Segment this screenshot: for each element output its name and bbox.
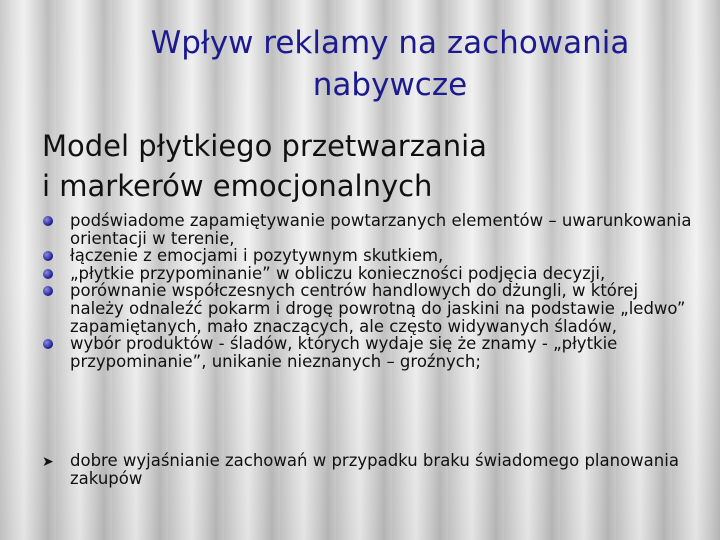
subtitle-line-2: i markerów emocjonalnych bbox=[42, 169, 433, 203]
slide-title bbox=[60, 22, 720, 106]
bullet-text: łączenie z emocjami i pozytywnym skutkiem, bbox=[70, 246, 444, 266]
subtitle-line-1: Model płytkiego przetwarzania bbox=[42, 129, 487, 163]
title-line-1: Wpływ reklamy na zachowania bbox=[150, 25, 630, 61]
arrow-bullet-item bbox=[42, 452, 692, 488]
title-line-2: nabywcze bbox=[312, 67, 468, 103]
bullet-dot-icon bbox=[43, 339, 53, 349]
arrow-bullet-icon: ➤ bbox=[42, 454, 54, 470]
bullet-dot-icon bbox=[43, 216, 53, 226]
bullet-item bbox=[42, 282, 692, 335]
bullet-item bbox=[42, 212, 692, 247]
bullet-dot-icon bbox=[43, 251, 53, 261]
bullet-item bbox=[42, 335, 692, 370]
bullet-list bbox=[42, 212, 692, 370]
bullet-item bbox=[42, 247, 692, 265]
bullet-text: podświadome zapamiętywanie powtarzanych elementów – uwarunkowania orientacji w terenie, bbox=[70, 211, 692, 248]
slide-subtitle bbox=[42, 126, 682, 206]
bullet-text: „płytkie przypominanie” w obliczu konieczności podjęcia decyzji, bbox=[70, 263, 606, 283]
bullet-item bbox=[42, 265, 692, 283]
bullet-dot-icon bbox=[43, 286, 53, 296]
bullet-text: porównanie współczesnych centrów handlowych do dżungli, w której należy odnaleźć pokarm i drogę powrotną do jaskini na podstawie „ledwo” zapamiętanych, mało znaczących, ale często widywanych śladów, bbox=[70, 281, 686, 336]
bullet-dot-icon bbox=[43, 269, 53, 279]
bullet-text: wybór produktów - śladów, których wydaje się że znamy - „płytkie przypominanie”, unikanie nieznanych – groźnych; bbox=[70, 334, 618, 371]
arrow-bullet-text: dobre wyjaśnianie zachowań w przypadku braku świadomego planowania zakupów bbox=[70, 451, 679, 488]
